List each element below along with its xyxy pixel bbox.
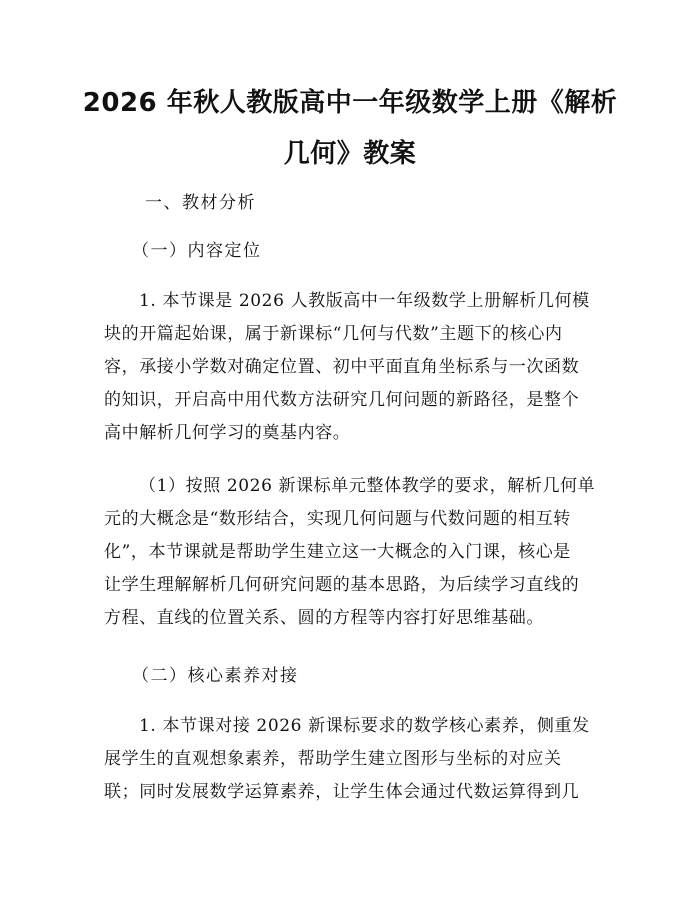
paragraph-line: 方程、直线的位置关系、圆的方程等内容打好思维基础。 <box>104 608 544 628</box>
paragraph-line: 的知识，开启高中用代数方法研究几何问题的新路径，是整个 <box>104 390 580 410</box>
paragraph-line: 化”，本节课就是帮助学生建立这一大概念的入门课，核心是 <box>104 542 571 562</box>
paragraph-line: （1）按照 2026 新课标单元整体教学的要求，解析几何单 <box>139 476 596 496</box>
paragraph-line: 1. 本节课对接 2026 新课标要求的数学核心素养，侧重发 <box>139 716 590 736</box>
subsection-heading-content-positioning: （一）内容定位 <box>132 241 262 261</box>
paragraph-line: 展学生的直观想象素养，帮助学生建立图形与坐标的对应关 <box>104 749 562 769</box>
paragraph-line: 元的大概念是“数形结合，实现几何问题与代数问题的相互转 <box>104 509 571 529</box>
section-heading-textbook-analysis: 一、教材分析 <box>145 193 256 213</box>
paragraph-line: 块的开篇起始课，属于新课标“几何与代数”主题下的核心内 <box>104 324 563 344</box>
document-title-line-2: 几何》教案 <box>283 139 417 169</box>
paragraph-line: 容，承接小学数对确定位置、初中平面直角坐标系与一次函数 <box>104 357 580 377</box>
subsection-heading-core-literacy: （二）核心素养对接 <box>132 666 299 686</box>
paragraph-line: 联；同时发展数学运算素养，让学生体会通过代数运算得到几 <box>104 782 580 802</box>
paragraph-line: 让学生理解解析几何研究问题的基本思路，为后续学习直线的 <box>104 575 580 595</box>
paragraph-line: 1. 本节课是 2026 人教版高中一年级数学上册解析几何模 <box>139 291 590 311</box>
document-title-line-1: 2026 年秋人教版高中一年级数学上册《解析 <box>82 88 618 118</box>
paragraph-line: 高中解析几何学习的奠基内容。 <box>104 423 351 443</box>
